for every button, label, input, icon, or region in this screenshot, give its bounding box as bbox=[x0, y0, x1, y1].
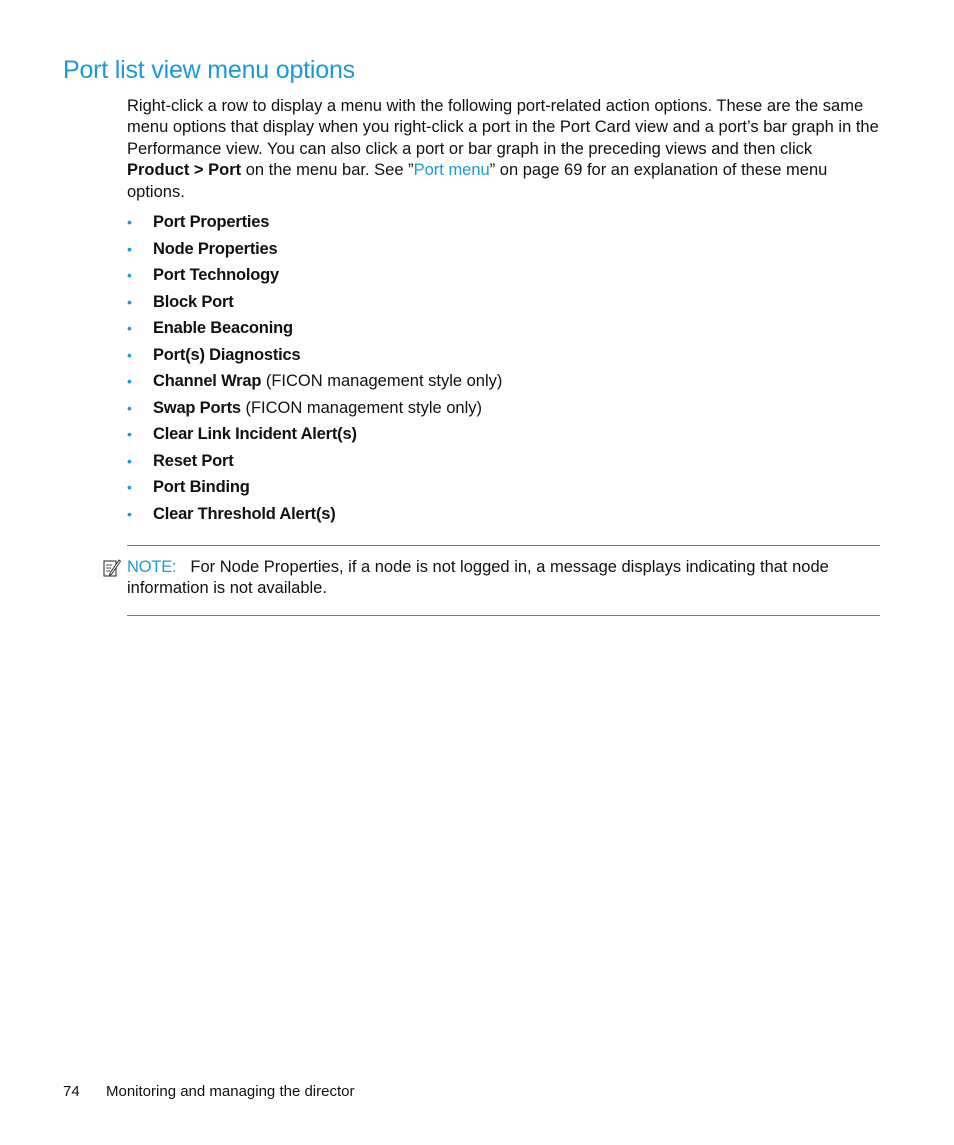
option-label: Clear Threshold Alert(s) bbox=[153, 504, 336, 523]
list-item bbox=[127, 451, 502, 478]
option-label: Port Technology bbox=[153, 266, 279, 284]
list-item bbox=[127, 477, 502, 504]
option-label: Enable Beaconing bbox=[153, 319, 293, 337]
bullet-icon: • bbox=[127, 267, 132, 283]
list-item bbox=[127, 398, 502, 425]
option-suffix: (FICON management style only) bbox=[261, 372, 503, 390]
running-footer-title: Monitoring and managing the director bbox=[106, 1083, 355, 1100]
bullet-icon: • bbox=[127, 293, 132, 310]
bullet-icon: • bbox=[127, 373, 132, 389]
bullet-icon: • bbox=[127, 479, 132, 495]
note-label: NOTE: bbox=[127, 558, 177, 576]
note-icon bbox=[103, 558, 121, 578]
option-label: Port Binding bbox=[153, 478, 250, 496]
list-item bbox=[127, 345, 502, 372]
note-paragraph bbox=[127, 557, 879, 600]
option-suffix: (FICON management style only) bbox=[240, 398, 483, 417]
list-item bbox=[127, 292, 502, 319]
list-item bbox=[127, 265, 502, 292]
option-label: Port(s) Diagnostics bbox=[153, 345, 301, 364]
note-top-divider bbox=[127, 545, 880, 546]
bullet-icon: • bbox=[127, 426, 132, 442]
port-menu-link[interactable]: Port menu bbox=[413, 161, 490, 180]
list-item bbox=[127, 424, 502, 451]
bullet-icon: • bbox=[127, 399, 132, 416]
menu-path: Product > Port bbox=[127, 161, 242, 180]
list-item bbox=[127, 239, 502, 266]
list-item bbox=[127, 504, 502, 531]
option-label: Port Properties bbox=[153, 213, 270, 231]
option-label: Block Port bbox=[153, 292, 234, 311]
bullet-icon: • bbox=[127, 452, 132, 469]
bullet-icon: • bbox=[127, 240, 132, 257]
intro-text-3: ” on page 69 for an explanation of these menu options. bbox=[127, 161, 828, 201]
list-item bbox=[127, 318, 502, 345]
bullet-icon: • bbox=[127, 320, 132, 336]
page-number: 74 bbox=[63, 1083, 80, 1100]
bullet-icon: • bbox=[127, 505, 132, 522]
option-label: Channel Wrap bbox=[153, 372, 262, 390]
option-label: Reset Port bbox=[153, 451, 234, 470]
intro-text-1: Right-click a row to display a menu with the following port-related action options. These are the same menu options that display when you right-click a port in the Port Card view and a port’s bar graph in the Performance view. You can also click a port or bar graph in the preceding views and then click bbox=[127, 97, 879, 158]
intro-text-2: on the menu bar. See ” bbox=[241, 161, 414, 180]
bullet-icon: • bbox=[127, 214, 132, 230]
menu-options-list bbox=[127, 212, 502, 530]
intro-paragraph bbox=[127, 96, 879, 203]
page-title: Port list view menu options bbox=[63, 56, 355, 84]
list-item bbox=[127, 212, 502, 239]
list-item bbox=[127, 371, 502, 398]
option-label: Node Properties bbox=[153, 239, 278, 258]
option-label: Swap Ports bbox=[153, 398, 241, 417]
note-bottom-divider bbox=[127, 615, 880, 616]
option-label: Clear Link Incident Alert(s) bbox=[153, 425, 357, 443]
note-body: For Node Properties, if a node is not logged in, a message displays indicating that node information is not available. bbox=[127, 558, 829, 598]
bullet-icon: • bbox=[127, 346, 132, 363]
